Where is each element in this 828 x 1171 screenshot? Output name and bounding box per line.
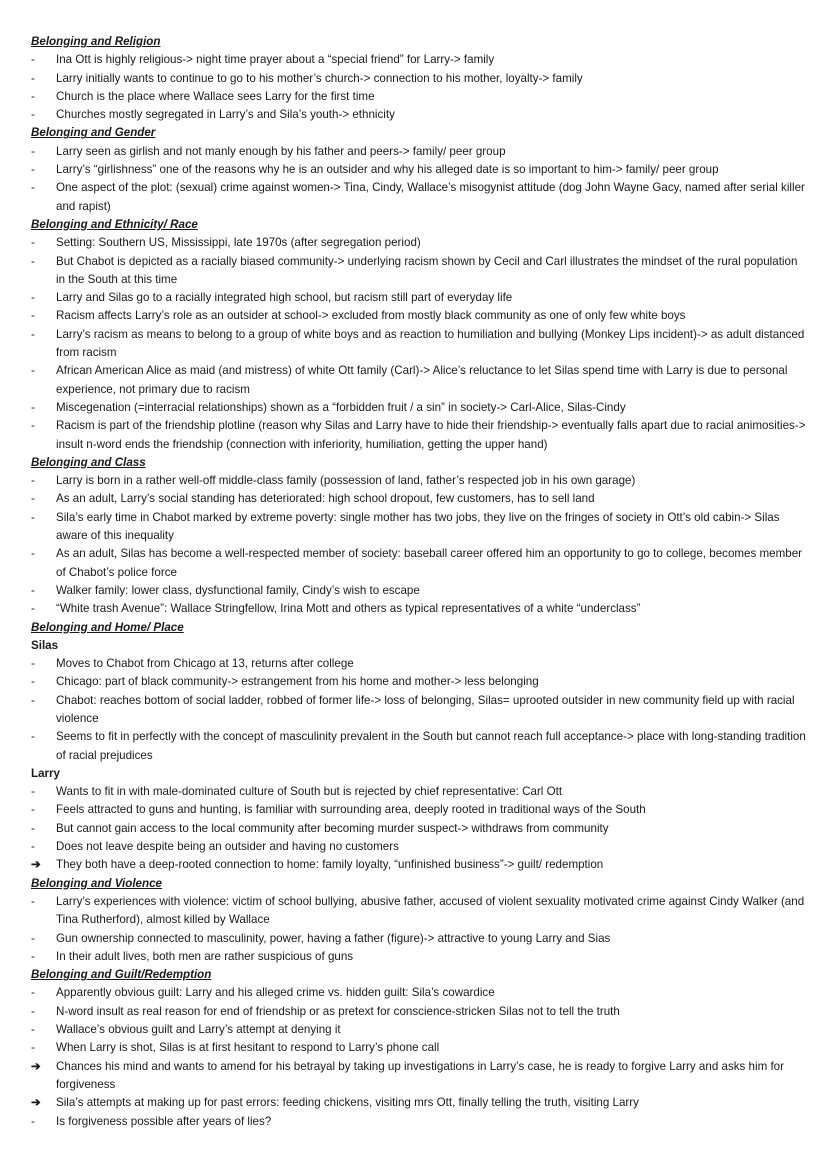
list-item: [31, 930, 806, 948]
list-item: [31, 801, 806, 819]
item-text: Gun ownership connected to masculinity, power, having a father (figure)-> attractive to young Larry and Sias: [56, 931, 611, 945]
item-text: In their adult lives, both men are rather suspicious of guns: [56, 949, 354, 963]
dash-bullet: -: [31, 583, 35, 597]
list-item: [31, 728, 806, 765]
item-text: When Larry is shot, Silas is at first hesitant to respond to Larry’s phone call: [56, 1041, 440, 1055]
section-heading: Belonging and Violence: [31, 876, 162, 890]
list-item: [31, 70, 806, 88]
subsection-label: Silas: [31, 638, 59, 652]
dash-bullet: -: [31, 547, 35, 561]
item-text: But Chabot is depicted as a racially biased community-> underlying racism shown by Cecil and Carl illustrates the mindset of the rural population in the South at this time: [56, 254, 798, 286]
item-text: Chabot: reaches bottom of social ladder, robbed of former life-> loss of belonging, Silas= uprooted outsider in new community field up with racial violence: [56, 693, 795, 725]
dash-bullet: -: [31, 1023, 35, 1037]
list-item: [31, 1113, 806, 1131]
item-text: Is forgiveness possible after years of lies?: [56, 1114, 272, 1128]
list-item: [31, 1039, 806, 1057]
list-item: [31, 984, 806, 1002]
dash-bullet: -: [31, 785, 35, 799]
item-text: But cannot gain access to the local community after becoming murder suspect-> withdraws from community: [56, 821, 609, 835]
item-text: Feels attracted to guns and hunting, is familiar with surrounding area, deeply rooted in traditional ways of the South: [56, 803, 646, 817]
dash-bullet: -: [31, 1004, 35, 1018]
list-item: [31, 783, 806, 801]
list-item: [31, 490, 806, 508]
section-heading: Belonging and Religion: [31, 35, 161, 48]
study-notes-document: [31, 33, 806, 1131]
item-text: Seems to fit in perfectly with the concept of masculinity prevalent in the South but cannot reach full acceptance-> place with long-standing tradition of racial prejudices: [56, 730, 806, 762]
item-text: As an adult, Silas has become a well-respected member of society: baseball career offered him an opportunity to go to college, becomes member of Chabot’s police force: [56, 547, 803, 579]
item-text: Racism is part of the friendship plotline (reason why Silas and Larry have to hide their friendship-> eventually falls apart due to racial animosities-> insult n-word ends the friendship (connection with inferiority, humiliation, getting the upper hand): [56, 419, 806, 451]
item-text: Sila’s attempts at making up for past errors: feeding chickens, visiting mrs Ott, finally telling the truth, visiting Larry: [56, 1096, 639, 1110]
dash-bullet: -: [31, 693, 35, 707]
list-item: [31, 179, 806, 216]
list-item: [31, 655, 806, 673]
list-item: [31, 600, 806, 618]
list-item: [31, 307, 806, 325]
section-heading: Belonging and Class: [31, 455, 146, 469]
item-text: They both have a deep-rooted connection to home: family loyalty, “unfinished business”-> guilt/ redemption: [56, 858, 604, 872]
dash-bullet: -: [31, 144, 35, 158]
list-item: [31, 1003, 806, 1021]
item-text: Setting: Southern US, Mississippi, late 1970s (after segregation period): [56, 236, 421, 250]
item-text: As an adult, Larry’s social standing has deteriorated: high school dropout, few customers, has to sell land: [56, 492, 595, 506]
dash-bullet: -: [31, 419, 35, 433]
item-text: African American Alice as maid (and mistress) of white Ott family (Carl)-> Alice’s reluctance to let Silas spend time with Larry is due to personal experience, not primary due to racism: [56, 364, 788, 396]
list-item: [31, 893, 806, 930]
dash-bullet: -: [31, 803, 35, 817]
list-item: [31, 161, 806, 179]
dash-bullet: -: [31, 71, 35, 85]
list-item: [31, 234, 806, 252]
item-text: Larry is born in a rather well-off middle-class family (possession of land, father’s respected job in his own garage): [56, 474, 636, 488]
dash-bullet: -: [31, 949, 35, 963]
section-heading: Belonging and Ethnicity/ Race: [31, 217, 198, 231]
item-text: Moves to Chabot from Chicago at 13, returns after college: [56, 657, 354, 671]
dash-bullet: -: [31, 840, 35, 854]
section-heading: Belonging and Gender: [31, 126, 156, 140]
list-item: [31, 253, 806, 290]
dash-bullet: -: [31, 236, 35, 250]
list-item: [31, 673, 806, 691]
dash-bullet: -: [31, 291, 35, 305]
list-item: [31, 948, 806, 966]
dash-bullet: -: [31, 986, 35, 1000]
item-text: Chances his mind and wants to amend for his betrayal by taking up investigations in Larry’s case, he is ready to forgive Larry and asks him for forgiveness: [56, 1059, 784, 1091]
item-text: Miscegenation (=interracial relationships) shown as a “forbidden fruit / a sin” in society-> Carl-Alice, Silas-Cindy: [56, 400, 626, 414]
list-item: [31, 88, 806, 106]
arrow-bullet-icon: ➔: [31, 1096, 41, 1110]
dash-bullet: -: [31, 254, 35, 268]
list-item: [31, 289, 806, 307]
list-item: [31, 545, 806, 582]
item-text: Sila’s early time in Chabot marked by extreme poverty: single mother has two jobs, they live on the fringes of society in Ott’s old cabin-> Silas aware of this inequality: [56, 510, 780, 543]
dash-bullet: -: [31, 1114, 35, 1128]
item-text: Larry’s racism as means to belong to a group of white boys and as reaction to humiliation and bullying (Monkey Lips incident)-> as adult distanced from racism: [56, 327, 805, 360]
dash-bullet: -: [31, 327, 35, 341]
dash-bullet: -: [31, 657, 35, 671]
dash-bullet: -: [31, 492, 35, 506]
item-text: Does not leave despite being an outsider and having no customers: [56, 840, 399, 854]
dash-bullet: -: [31, 510, 35, 524]
section-heading: Belonging and Guilt/Redemption: [31, 968, 212, 982]
list-item: [31, 106, 806, 124]
dash-bullet: -: [31, 894, 35, 908]
dash-bullet: -: [31, 821, 35, 835]
list-item: [31, 1021, 806, 1039]
arrow-bullet-icon: ➔: [31, 1059, 41, 1073]
dash-bullet: -: [31, 730, 35, 744]
item-text: N-word insult as real reason for end of friendship or as pretext for conscience-stricken Silas not to tell the truth: [56, 1004, 620, 1018]
item-text: Walker family: lower class, dysfunctional family, Cindy’s wish to escape: [56, 583, 420, 597]
dash-bullet: -: [31, 181, 35, 195]
item-text: Larry initially wants to continue to go to his mother’s church-> connection to his mother, loyalty-> family: [56, 71, 583, 85]
dash-bullet: -: [31, 53, 35, 67]
arrow-bullet-icon: ➔: [31, 858, 41, 872]
list-item: [31, 1094, 806, 1112]
item-text: Larry’s “girlishness” one of the reasons why he is an outsider and why his alleged date is so important to him-> family/ peer group: [56, 163, 719, 177]
dash-bullet: -: [31, 309, 35, 323]
item-text: Churches mostly segregated in Larry’s and Sila’s youth-> ethnicity: [56, 108, 395, 122]
item-text: Larry and Silas go to a racially integrated high school, but racism still part of everyday life: [56, 291, 513, 305]
dash-bullet: -: [31, 89, 35, 103]
item-text: Chicago: part of black community-> estrangement from his home and mother-> less belonging: [56, 675, 539, 689]
section-heading: Belonging and Home/ Place: [31, 620, 184, 634]
item-text: One aspect of the plot: (sexual) crime against women-> Tina, Cindy, Wallace’s misogynist attitude (dog John Wayne Gacy, named after serial killer and rapist): [56, 181, 805, 213]
dash-bullet: -: [31, 931, 35, 945]
dash-bullet: -: [31, 108, 35, 122]
item-text: Church is the place where Wallace sees Larry for the first time: [56, 89, 375, 103]
list-item: [31, 1058, 806, 1095]
item-text: Ina Ott is highly religious-> night time prayer about a “special friend” for Larry-> family: [56, 53, 495, 67]
dash-bullet: -: [31, 400, 35, 414]
dash-bullet: -: [31, 364, 35, 378]
list-item: [31, 820, 806, 838]
item-text: Wants to fit in with male-dominated culture of South but is rejected by chief representative: Carl Ott: [56, 785, 563, 799]
list-item: [31, 856, 806, 874]
item-text: Apparently obvious guilt: Larry and his alleged crime vs. hidden guilt: Sila’s cowardice: [56, 986, 495, 1000]
list-item: [31, 399, 806, 417]
item-text: Larry seen as girlish and not manly enough by his father and peers-> family/ peer group: [56, 144, 506, 158]
item-text: “White trash Avenue”: Wallace Stringfellow, Irina Mott and others as typical representatives of a white “underclass”: [56, 602, 641, 616]
dash-bullet: -: [31, 474, 35, 488]
item-text: Larry’s experiences with violence: victim of school bullying, abusive father, accused of violent sexuality motivated crime against Cindy Walker (and Tina Rutherford), almost killed by Wallace: [56, 894, 805, 927]
list-item: [31, 509, 806, 546]
list-item: [31, 582, 806, 600]
list-item: [31, 472, 806, 490]
subsection-label: Larry: [31, 766, 61, 780]
list-item: [31, 326, 806, 363]
item-text: Racism affects Larry’s role as an outsider at school-> excluded from mostly black community as one of only few white boys: [56, 309, 686, 323]
list-item: [31, 692, 806, 729]
dash-bullet: -: [31, 163, 35, 177]
list-item: [31, 417, 806, 454]
list-item: [31, 51, 806, 69]
dash-bullet: -: [31, 1041, 35, 1055]
dash-bullet: -: [31, 675, 35, 689]
dash-bullet: -: [31, 602, 35, 616]
list-item: [31, 143, 806, 161]
item-text: Wallace’s obvious guilt and Larry’s attempt at denying it: [56, 1023, 341, 1037]
list-item: [31, 838, 806, 856]
list-item: [31, 362, 806, 399]
